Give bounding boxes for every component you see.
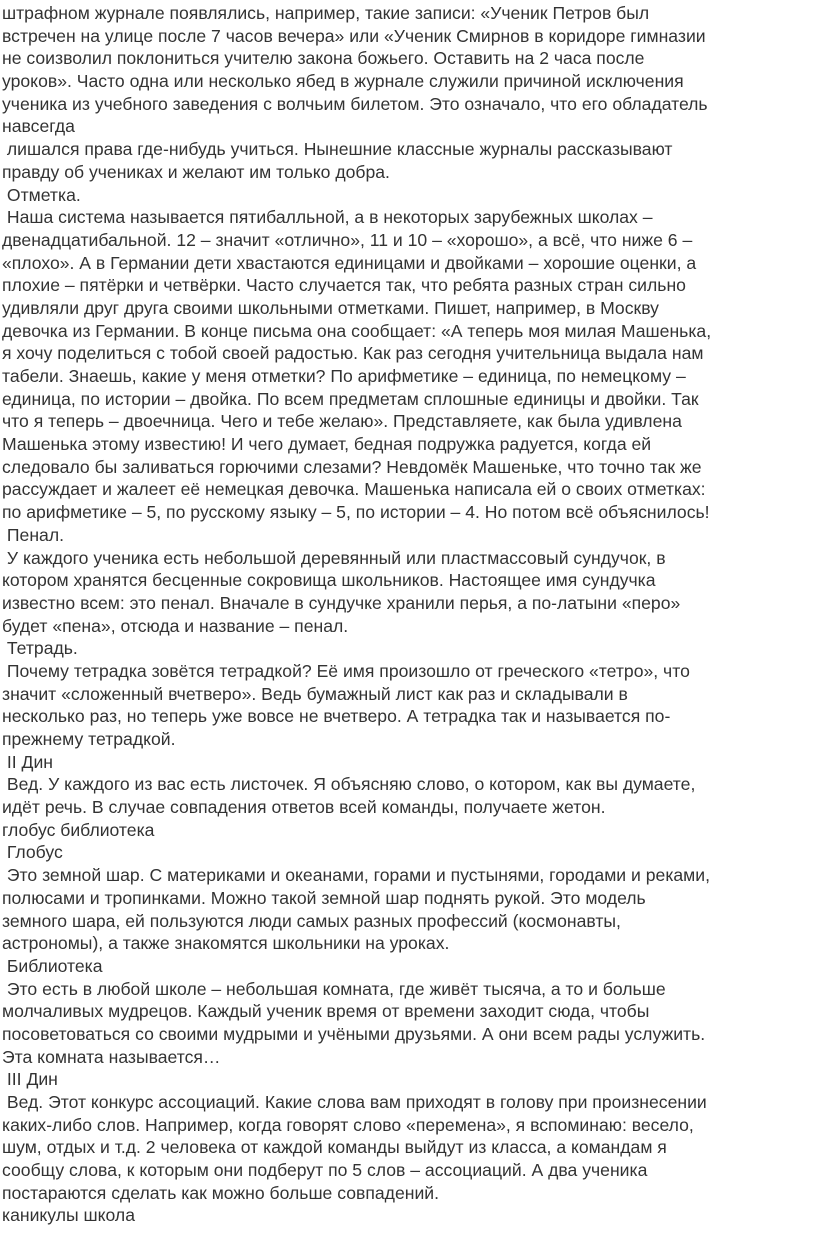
text-line: значит «сложенный вчетверо». Ведь бумажный лист как раз и складывали в	[2, 683, 628, 704]
text-line: Машенька этому известию! И чего думает, бедная подружка радуется, когда ей	[2, 434, 652, 455]
text-line: Эта комната называется…	[2, 1046, 221, 1067]
text-line: шум, отдых и т.д. 2 человека от каждой команды выйдут из класса, а командам я	[2, 1137, 667, 1158]
text-line: Наша система называется пятибалльной, а в некоторых зарубежных школах –	[2, 207, 653, 228]
text-line: прежнему тетрадкой.	[2, 729, 176, 749]
text-line: молчаливых мудрецов. Каждый ученик время от времени заходит сюда, чтобы	[2, 1001, 650, 1022]
text-line: будет «пена», отсюда и название – пенал.	[2, 615, 349, 636]
text-line: «плохо». А в Германии дети хвастаются единицами и двойками – хорошие оценки, а	[2, 252, 697, 273]
text-line: лишался права где-нибудь учиться. Нынешние классные журналы рассказывают	[2, 139, 673, 160]
text-line: Библиотека	[2, 955, 103, 976]
text-line: штрафном журнале появлялись, например, такие записи: «Ученик Петров был	[2, 3, 650, 23]
text-line: единица, по истории – двойка. По всем предметам сплошные единицы и двойки. Так	[2, 388, 699, 409]
text-line: постараются сделать как можно больше совпадений.	[2, 1182, 439, 1203]
text-line: табели. Знаешь, какие у меня отметки? По арифметике – единица, по немецкому –	[2, 366, 686, 386]
text-line: уроков». Часто одна или несколько ябед в журнале служили причиной исключения	[2, 71, 684, 92]
text-line: девочка из Германии. В конце письма она сообщает: «А теперь моя милая Машенька,	[2, 320, 712, 341]
text-line: Пенал.	[2, 524, 64, 545]
text-line: не соизволил поклониться учителю закона божьего. Оставить на 2 часа после	[2, 48, 645, 69]
text-line: двенадцатибальной. 12 – значит «отлично», 11 и 10 – «хорошо», а всё, что ниже 6 –	[2, 229, 693, 250]
text-line: каникулы школа	[2, 1205, 135, 1226]
text-line: плохие – пятёрки и четвёрки. Часто случается так, что ребята разных стран сильно	[2, 275, 686, 296]
text-line: рассуждает и жалеет её немецкая девочка. Машенька написала ей о своих отметках:	[2, 479, 706, 500]
text-line: что я теперь – двоечница. Чего и тебе желаю». Представляете, как была удивлена	[2, 411, 682, 432]
text-line: Тетрадь.	[2, 638, 78, 659]
text-line: III Дин	[2, 1069, 58, 1090]
text-line: Вед. Этот конкурс ассоциаций. Какие слова вам приходят в голову при произнесении	[2, 1092, 707, 1112]
text-line: Это земной шар. С материками и океанами, горами и пустынями, городами и реками,	[2, 865, 710, 886]
text-line: известно всем: это пенал. Вначале в сундучке хранили перья, а по-латыни «перо»	[2, 592, 681, 613]
text-line: II Дин	[2, 751, 54, 772]
text-line: котором хранятся бесценные сокровища школьников. Настоящее имя сундучка	[2, 570, 656, 591]
text-line: полюсами и тропинками. Можно такой земной шар поднять рукой. Это модель	[2, 887, 646, 908]
text-line: сообщу слова, к которым они подберут по 5 слов – ассоциаций. А два ученика	[2, 1160, 648, 1181]
text-line: навсегда	[2, 116, 75, 137]
text-line: я хочу поделиться с тобой своей радостью. Как раз сегодня учительница выдала нам	[2, 343, 704, 364]
text-line: несколько раз, но теперь уже вовсе не вчетверо. А тетрадка так и называется по-	[2, 706, 671, 727]
text-line: удивляли друг друга своими школьными отметками. Пишет, например, в Москву	[2, 297, 659, 318]
text-line: следовало бы заливаться горючими слезами? Невдомёк Машеньке, что точно так же	[2, 456, 702, 477]
text-line: каких-либо слов. Например, когда говорят слово «перемена», я вспоминаю: весело,	[2, 1114, 694, 1135]
text-line: земного шара, ей пользуются люди самых разных профессий (космонавты,	[2, 910, 621, 931]
text-line: астрономы), а также знакомятся школьники на уроках.	[2, 933, 450, 954]
text-line: встречен на улице после 7 часов вечера» или «Ученик Смирнов в коридоре гимназии	[2, 25, 706, 46]
text-line: посоветоваться со своими мудрыми и учёными друзьями. А они всем рады услужить.	[2, 1023, 706, 1044]
text-line: Отметка.	[2, 184, 81, 205]
text-line: У каждого ученика есть небольшой деревянный или пластмассовый сундучок, в	[2, 547, 666, 568]
text-line: правду об учениках и желают им только добра.	[2, 161, 390, 182]
text-line: по арифметике – 5, по русскому языку – 5, по истории – 4. Но потом всё объяснилось!	[2, 502, 710, 523]
text-line: Почему тетрадка зовётся тетрадкой? Её имя произошло от греческого «тетро», что	[2, 660, 690, 681]
text-line: Вед. У каждого из вас есть листочек. Я объясняю слово, о котором, как вы думаете,	[2, 774, 696, 795]
text-line: идёт речь. В случае совпадения ответов всей команды, получаете жетон.	[2, 797, 606, 818]
text-line: ученика из учебного заведения с волчьим билетом. Это означало, что его обладатель	[2, 93, 708, 114]
text-line: Глобус	[2, 842, 63, 863]
text-line: глобус библиотека	[2, 819, 155, 840]
text-line: Это есть в любой школе – небольшая комната, где живёт тысяча, а то и больше	[2, 978, 666, 999]
